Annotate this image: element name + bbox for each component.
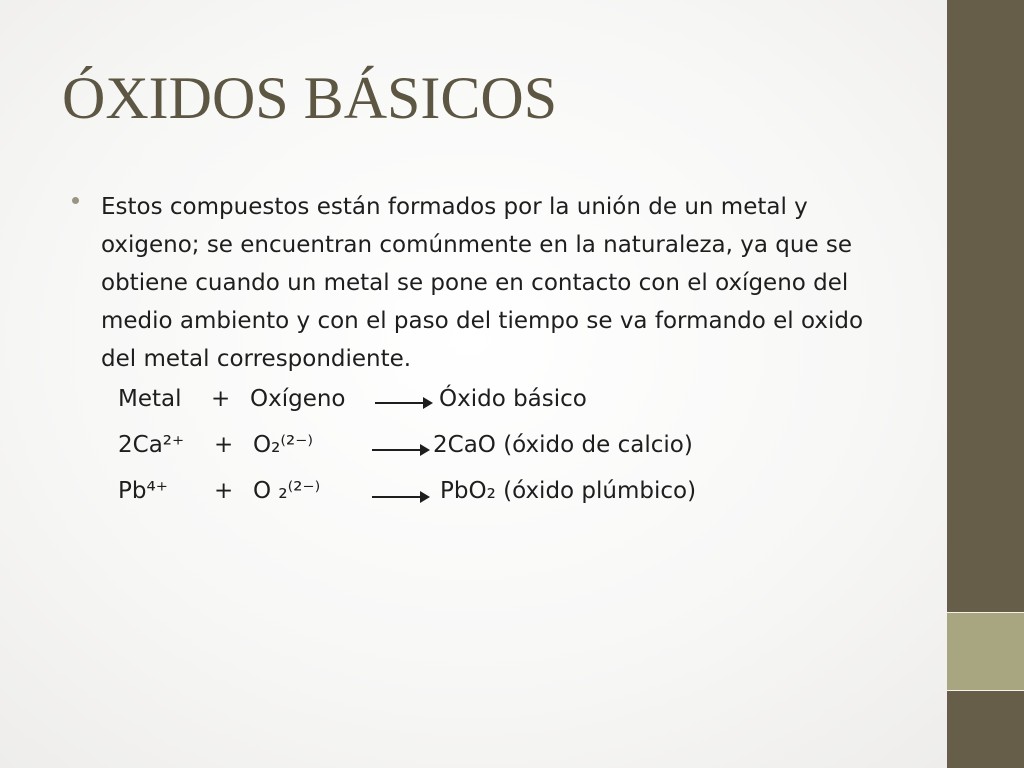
product: PbO₂ (óxido plúmbico) xyxy=(440,478,697,504)
sidebar-dark-block-top xyxy=(947,0,1024,613)
reactant-1: 2Ca²⁺ xyxy=(118,432,185,458)
slide-content xyxy=(72,188,902,504)
sidebar-light-block xyxy=(947,613,1024,691)
reaction-arrow-icon xyxy=(370,426,432,464)
plus-sign: + xyxy=(214,432,234,458)
reaction-arrow-icon xyxy=(373,380,435,418)
equation-row xyxy=(118,472,898,510)
reactant-2: O ₂⁽²⁻⁾ xyxy=(253,478,321,504)
equation-row xyxy=(118,380,898,418)
product: 2CaO (óxido de calcio) xyxy=(433,432,693,458)
reactant-1: Metal xyxy=(118,386,182,412)
sidebar-dark-block-bottom xyxy=(947,691,1024,768)
product: Óxido básico xyxy=(439,386,587,412)
reaction-arrow-icon xyxy=(370,472,432,510)
reactant-2: O₂⁽²⁻⁾ xyxy=(253,432,313,458)
equation-row xyxy=(118,426,898,464)
plus-sign: + xyxy=(214,478,234,504)
reactant-2: Oxígeno xyxy=(250,386,346,412)
slide-title: ÓXIDOS BÁSICOS xyxy=(62,65,558,131)
reactant-1: Pb⁴⁺ xyxy=(118,478,168,504)
bullet-icon xyxy=(72,197,79,204)
plus-sign: + xyxy=(211,386,231,412)
bullet-paragraph: Estos compuestos están formados por la unión de un metal y oxigeno; se encuentran comúnmente en la naturaleza, ya que se obtiene cuando un metal se pone en contacto con el oxígeno del medio ambiento y con el paso del tiempo se va formando el oxido del metal correspondiente. xyxy=(101,194,864,372)
